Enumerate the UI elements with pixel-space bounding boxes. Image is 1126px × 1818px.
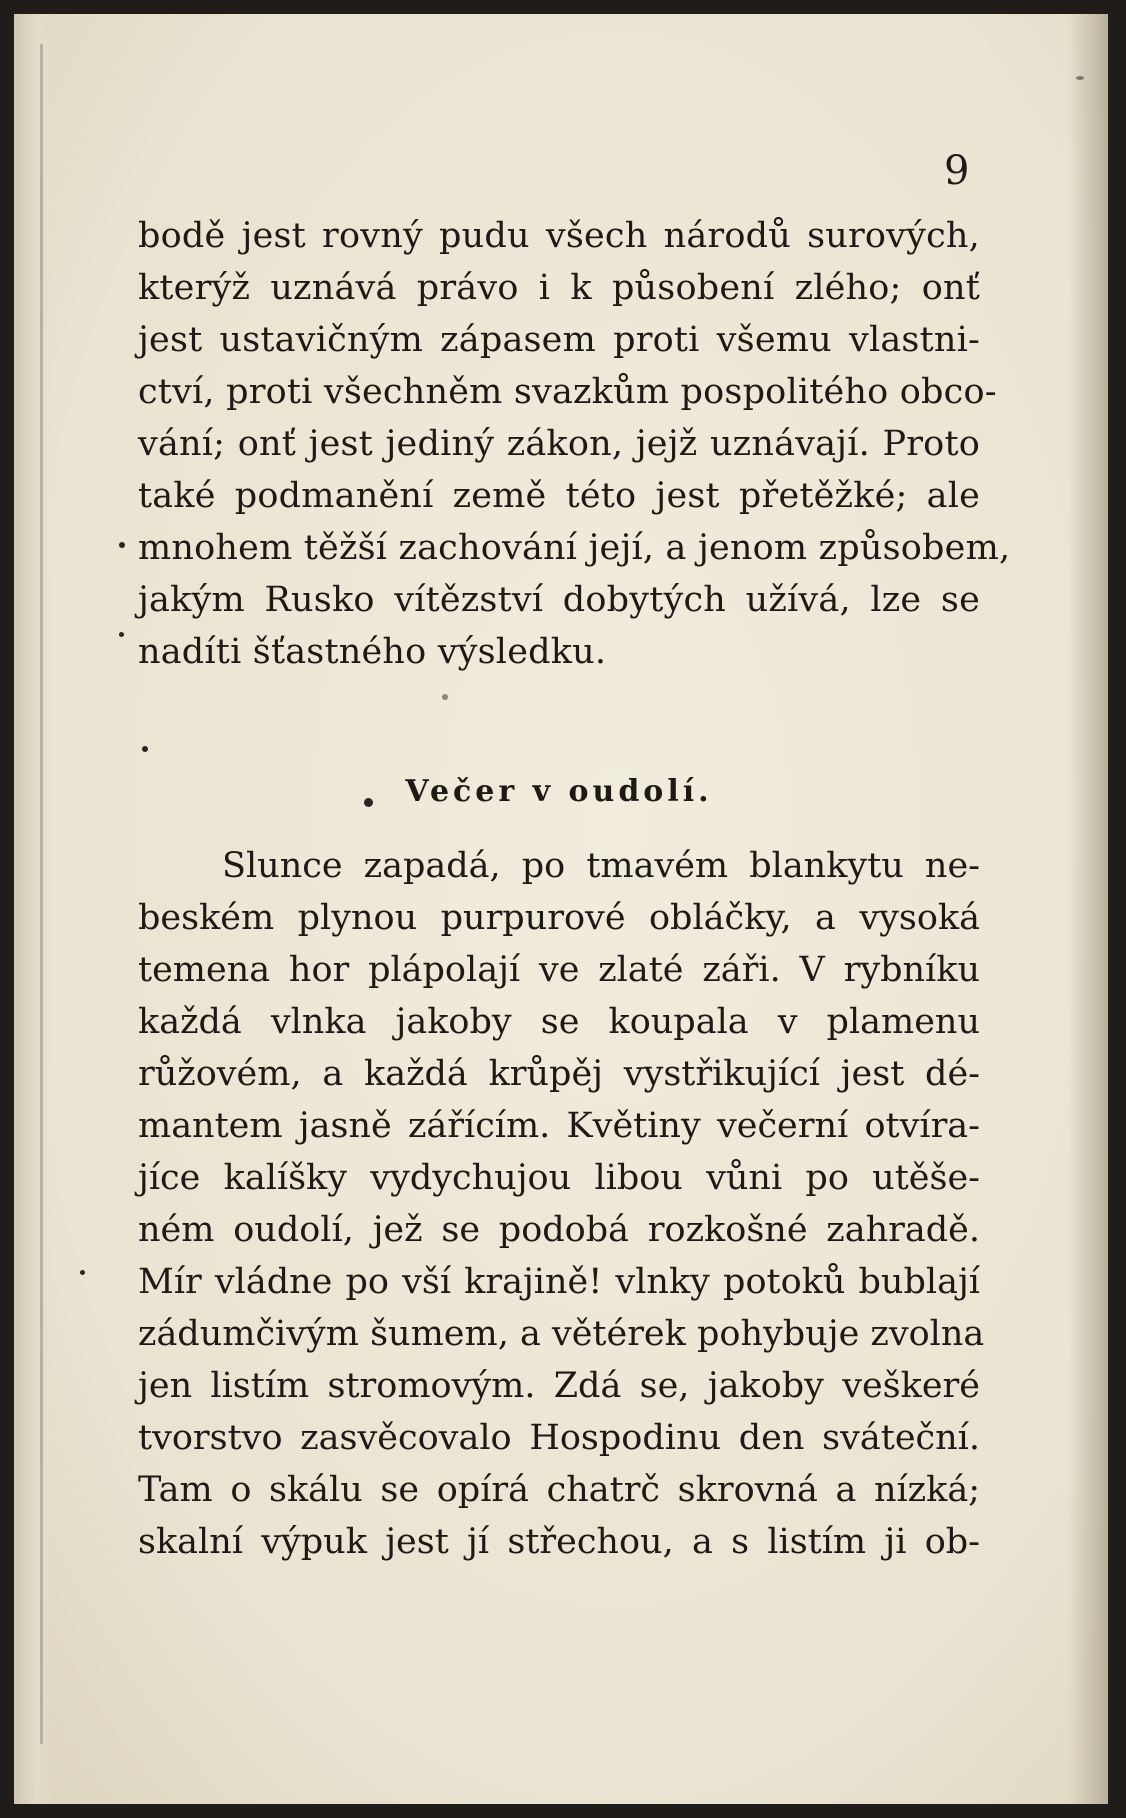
binding-edge bbox=[40, 44, 43, 1744]
ink-speck bbox=[119, 632, 124, 637]
text-line: Tam o skálu se opírá chatrč skrovná a nízká; bbox=[138, 1470, 980, 1510]
text-line: také podmanění země této jest přetěžké; ale bbox=[138, 476, 980, 516]
text-line: tvorstvo zasvěcovalo Hospodinu den sváteční. bbox=[138, 1418, 980, 1458]
text-line: Mír vládne po vší krajině! vlnky potoků bublají bbox=[138, 1262, 980, 1302]
text-line: zádumčivým šumem, a větérek pohybuje zvolna bbox=[138, 1314, 985, 1354]
text-line: růžovém, a každá krůpěj vystřikující jest dé- bbox=[138, 1054, 980, 1094]
text-line: nadíti šťastného výsledku. bbox=[138, 632, 607, 672]
text-line: kterýž uznává právo i k působení zlého; onť bbox=[138, 268, 980, 308]
ink-speck bbox=[119, 542, 125, 548]
text-line: bodě jest rovný pudu všech národů surových, bbox=[138, 216, 980, 256]
ink-speck bbox=[80, 1270, 85, 1275]
page-number: 9 bbox=[944, 148, 970, 194]
text-line: jakým Rusko vítězství dobytých užívá, lze se bbox=[138, 580, 980, 620]
paragraph-1 bbox=[138, 210, 1011, 678]
text-line: mantem jasně zářícím. Květiny večerní otvíra- bbox=[138, 1106, 980, 1146]
paragraph-2 bbox=[138, 840, 985, 1568]
text-line: jíce kalíšky vydychujou libou vůni po utěše- bbox=[138, 1158, 980, 1198]
text-line: beském plynou purpurové obláčky, a vysoká bbox=[138, 898, 980, 938]
text-line: jest ustavičným zápasem proti všemu vlastni- bbox=[138, 320, 980, 360]
text-line: každá vlnka jakoby se koupala v plamenu bbox=[138, 1002, 980, 1042]
text-line: temena hor plápolají ve zlaté záři. V rybníku bbox=[138, 950, 980, 990]
text-line: ném oudolí, jež se podobá rozkošné zahradě. bbox=[138, 1210, 980, 1250]
text-line: mnohem těžší zachování její, a jenom způsobem, bbox=[138, 528, 1011, 568]
text-line: jen listím stromovým. Zdá se, jakoby veškeré bbox=[138, 1366, 980, 1406]
ink-speck bbox=[1076, 76, 1084, 80]
section-heading: Večer v oudolí. bbox=[405, 774, 713, 809]
text-line: vání; onť jest jediný zákon, jejž uznávají. Proto bbox=[138, 424, 980, 464]
book-page bbox=[14, 14, 1108, 1804]
page-edge-shadow bbox=[1068, 14, 1108, 1804]
ink-speck bbox=[142, 746, 148, 752]
ink-speck bbox=[442, 694, 448, 700]
text-line: ctví, proti všechněm svazkům pospolitého obco- bbox=[138, 372, 997, 412]
text-line: skalní výpuk jest jí střechou, a s listím ji ob- bbox=[138, 1522, 980, 1562]
text-line: Slunce zapadá, po tmavém blankytu ne- bbox=[222, 846, 980, 886]
page-gutter bbox=[14, 14, 52, 1804]
ink-speck bbox=[364, 798, 373, 807]
